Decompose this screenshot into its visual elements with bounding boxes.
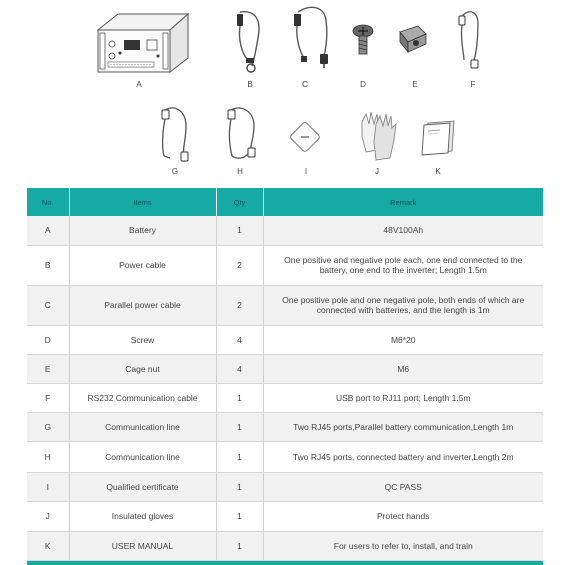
part-label-k: K bbox=[435, 167, 441, 176]
column-header-items: Items bbox=[69, 188, 216, 216]
part-label-e: E bbox=[412, 80, 418, 89]
table-row bbox=[27, 384, 543, 413]
table-row bbox=[27, 413, 543, 442]
cell-no: J bbox=[27, 501, 69, 531]
cell-item: Insulated gloves bbox=[69, 501, 216, 531]
cell-item: RS232 Communication cable bbox=[69, 384, 216, 413]
table-row bbox=[27, 355, 543, 384]
cell-no: H bbox=[27, 442, 69, 472]
column-header-qty: Qty bbox=[216, 188, 263, 216]
cell-qty: 1 bbox=[216, 501, 263, 531]
cell-qty: 1 bbox=[216, 472, 263, 501]
cell-no: E bbox=[27, 355, 69, 384]
cell-remark: One positive and negative pole each, one end connected to the battery, one end to the inverter; Length 1.5m bbox=[263, 245, 543, 285]
cell-remark: 48V100Ah bbox=[263, 216, 543, 245]
cell-no: B bbox=[27, 245, 69, 285]
cell-qty: 1 bbox=[216, 413, 263, 442]
cell-item: Qualified certificate bbox=[69, 472, 216, 501]
cell-remark: M6*20 bbox=[263, 325, 543, 354]
power-cable-icon bbox=[232, 10, 266, 74]
cell-no: K bbox=[27, 531, 69, 560]
column-header-no: No. bbox=[27, 188, 69, 216]
cell-no: G bbox=[27, 413, 69, 442]
table-row bbox=[27, 442, 543, 472]
cell-qty: 1 bbox=[216, 531, 263, 560]
cell-remark: Protect hands bbox=[263, 501, 543, 531]
cell-item: Battery bbox=[69, 216, 216, 245]
table-row bbox=[27, 501, 543, 531]
cell-no: C bbox=[27, 285, 69, 325]
cell-item: Cage nut bbox=[69, 355, 216, 384]
communication-line-icon bbox=[156, 106, 202, 164]
rs232-cable-icon bbox=[456, 10, 482, 72]
cell-no: F bbox=[27, 384, 69, 413]
table-row bbox=[27, 285, 543, 325]
table-row bbox=[27, 245, 543, 285]
cell-item: Screw bbox=[69, 325, 216, 354]
table-row bbox=[27, 531, 543, 560]
cell-remark: For users to refer to, install, and train bbox=[263, 531, 543, 560]
cell-item: Communication line bbox=[69, 413, 216, 442]
cell-qty: 1 bbox=[216, 216, 263, 245]
table-row bbox=[27, 325, 543, 354]
table-row bbox=[27, 216, 543, 245]
cell-remark: QC PASS bbox=[263, 472, 543, 501]
cell-qty: 4 bbox=[216, 325, 263, 354]
part-label-j: J bbox=[375, 167, 379, 176]
manual-icon bbox=[420, 117, 456, 157]
parallel-power-cable-icon bbox=[290, 6, 336, 70]
cell-qty: 1 bbox=[216, 442, 263, 472]
part-label-f: F bbox=[470, 80, 476, 89]
cell-item: Communication line bbox=[69, 442, 216, 472]
cell-remark: M6 bbox=[263, 355, 543, 384]
cell-no: A bbox=[27, 216, 69, 245]
cell-no: I bbox=[27, 472, 69, 501]
table-row bbox=[27, 472, 543, 501]
cell-item: USER MANUAL bbox=[69, 531, 216, 560]
cell-qty: 1 bbox=[216, 384, 263, 413]
part-label-a: A bbox=[136, 80, 142, 89]
cell-qty: 2 bbox=[216, 245, 263, 285]
cell-remark: One positive pole and one negative pole, both ends of which are connected with batteries, and the length is 1m bbox=[263, 285, 543, 325]
column-header-remark: Remark bbox=[263, 188, 543, 216]
parts-illustration bbox=[0, 0, 565, 185]
table-header-row bbox=[27, 188, 543, 216]
cell-item: Parallel power cable bbox=[69, 285, 216, 325]
certificate-icon bbox=[287, 119, 323, 155]
packing-list-table bbox=[27, 188, 543, 561]
cell-item: Power cable bbox=[69, 245, 216, 285]
part-label-i: I bbox=[304, 167, 308, 176]
cell-qty: 2 bbox=[216, 285, 263, 325]
cage-nut-icon bbox=[396, 22, 430, 56]
cell-remark: Two RJ45 ports, connected battery and inverter,Length 2m bbox=[263, 442, 543, 472]
part-label-c: C bbox=[302, 80, 308, 89]
cell-remark: Two RJ45 ports,Parallel battery communication,Length 1m bbox=[263, 413, 543, 442]
gloves-icon bbox=[356, 110, 398, 164]
cell-no: D bbox=[27, 325, 69, 354]
part-label-g: G bbox=[171, 167, 179, 176]
table-bottom-strip bbox=[27, 561, 543, 565]
cell-remark: USB port to RJ11 port; Length 1.5m bbox=[263, 384, 543, 413]
battery-icon bbox=[92, 12, 190, 74]
part-label-b: B bbox=[247, 80, 253, 89]
cell-qty: 4 bbox=[216, 355, 263, 384]
screw-icon bbox=[351, 24, 375, 56]
communication-line-icon bbox=[222, 106, 268, 164]
part-label-d: D bbox=[360, 80, 366, 89]
part-label-h: H bbox=[237, 167, 243, 176]
